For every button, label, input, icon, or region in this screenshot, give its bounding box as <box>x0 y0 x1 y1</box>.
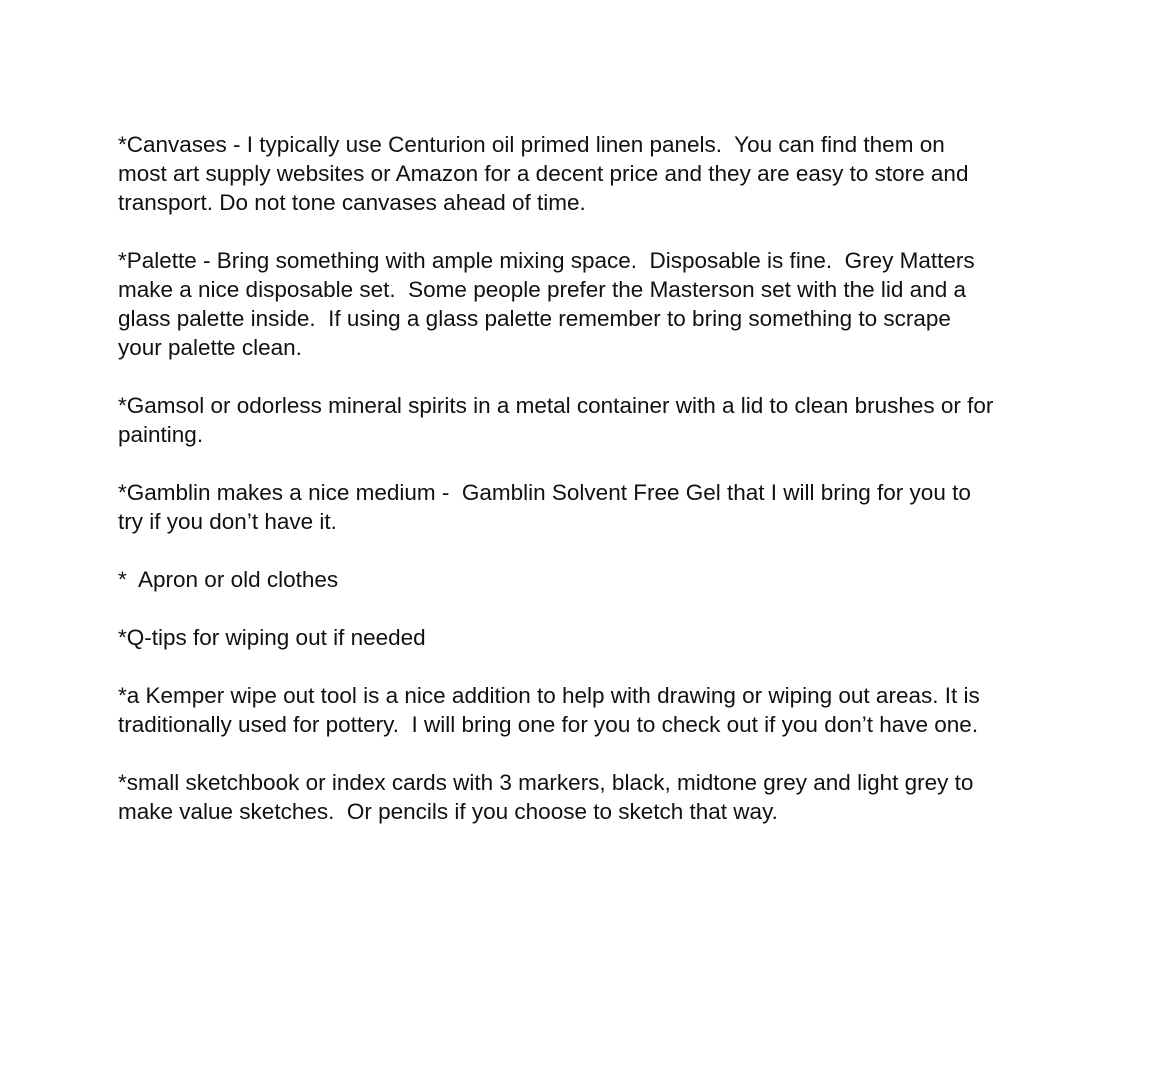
sketchbook-line-2: make value sketches. Or pencils if you choose to sketch that way. <box>118 799 778 824</box>
qtips-paragraph <box>118 623 1108 652</box>
palette-paragraph <box>118 246 1108 362</box>
kemper-line-1: *a Kemper wipe out tool is a nice addition to help with drawing or wiping out areas. It is <box>118 683 980 708</box>
gamsol-line-1: *Gamsol or odorless mineral spirits in a metal container with a lid to clean brushes or for <box>118 393 994 418</box>
palette-line-1: *Palette - Bring something with ample mixing space. Disposable is fine. Grey Matters <box>118 248 975 273</box>
palette-line-2: make a nice disposable set. Some people prefer the Masterson set with the lid and a <box>118 277 966 302</box>
apron-line-1: * Apron or old clothes <box>118 567 339 592</box>
gamsol-paragraph <box>118 391 1108 449</box>
medium-line-1: *Gamblin makes a nice medium - Gamblin Solvent Free Gel that I will bring for you to <box>118 480 971 505</box>
sketchbook-paragraph <box>118 768 1108 826</box>
medium-line-2: try if you don’t have it. <box>118 509 337 534</box>
medium-paragraph <box>118 478 1108 536</box>
supply-list-document <box>118 130 1108 855</box>
apron-paragraph <box>118 565 1108 594</box>
palette-line-4: your palette clean. <box>118 335 302 360</box>
canvases-line-3: transport. Do not tone canvases ahead of time. <box>118 190 586 215</box>
kemper-paragraph <box>118 681 1108 739</box>
canvases-line-2: most art supply websites or Amazon for a decent price and they are easy to store and <box>118 161 969 186</box>
kemper-line-2: traditionally used for pottery. I will bring one for you to check out if you don’t have one. <box>118 712 979 737</box>
canvases-paragraph <box>118 130 1108 217</box>
gamsol-line-2: painting. <box>118 422 204 447</box>
qtips-line-1: *Q-tips for wiping out if needed <box>118 625 426 650</box>
canvases-line-1: *Canvases - I typically use Centurion oil primed linen panels. You can find them on <box>118 132 945 157</box>
palette-line-3: glass palette inside. If using a glass palette remember to bring something to scrape <box>118 306 951 331</box>
sketchbook-line-1: *small sketchbook or index cards with 3 markers, black, midtone grey and light grey to <box>118 770 974 795</box>
